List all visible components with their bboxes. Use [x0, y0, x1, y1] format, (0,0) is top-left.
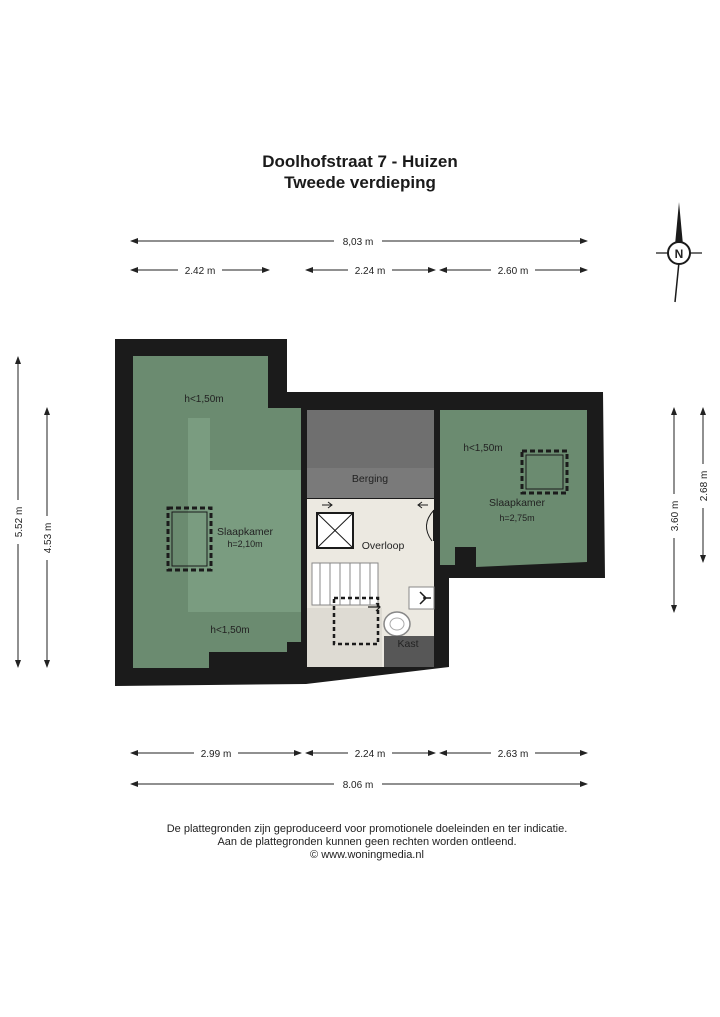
right-bedroom-name: Slaapkamer — [488, 497, 546, 509]
dim-top-total-label: 8,03 m — [342, 237, 374, 248]
dim-top-b-label: 2.24 m — [354, 266, 386, 277]
dim-bottom-c-label: 2.63 m — [497, 749, 529, 760]
sink-icon — [384, 612, 410, 636]
north-compass-icon — [656, 202, 702, 302]
dim-right-inner-label: 3.60 m — [670, 500, 681, 532]
plan-address-title: Doolhofstraat 7 - Huizen — [262, 152, 458, 171]
copyright-line: © www.woningmedia.nl — [310, 849, 424, 861]
right-bedroom — [440, 410, 587, 567]
closet-label: Kast — [397, 638, 419, 650]
dim-bottom-b-label: 2.24 m — [354, 749, 386, 760]
plan-floor-title: Tweede verdieping — [284, 173, 436, 192]
dim-top-c-label: 2.60 m — [497, 266, 529, 277]
right-bedroom-height: h=2,75m — [499, 513, 535, 523]
dim-left-outer-label: 5.52 m — [14, 506, 25, 538]
left-bedroom-low-bottom-label: h<1,50m — [210, 625, 250, 636]
dim-top-a-label: 2.42 m — [184, 266, 216, 277]
dim-bottom-total-label: 8.06 m — [342, 780, 374, 791]
right-bedroom-low-label: h<1,50m — [463, 443, 503, 454]
left-bedroom-low-top-label: h<1,50m — [184, 394, 224, 405]
compass-north-letter: N — [674, 247, 684, 261]
left-bedroom-name: Slaapkamer — [216, 526, 274, 538]
dim-right-outer-label: 2.68 m — [699, 470, 710, 502]
landing-label: Overloop — [361, 540, 405, 552]
dim-left-inner-label: 4.53 m — [43, 522, 54, 554]
dim-bottom-a-label: 2.99 m — [200, 749, 232, 760]
left-bedroom-height: h=2,10m — [227, 539, 263, 549]
storage-label: Berging — [351, 473, 389, 485]
disclaimer-line-1: De plattegronden zijn geproduceerd voor promotionele doeleinden en ter indicatie. — [166, 823, 568, 835]
disclaimer-line-2: Aan de plattegronden kunnen geen rechten worden ontleend. — [217, 836, 517, 848]
